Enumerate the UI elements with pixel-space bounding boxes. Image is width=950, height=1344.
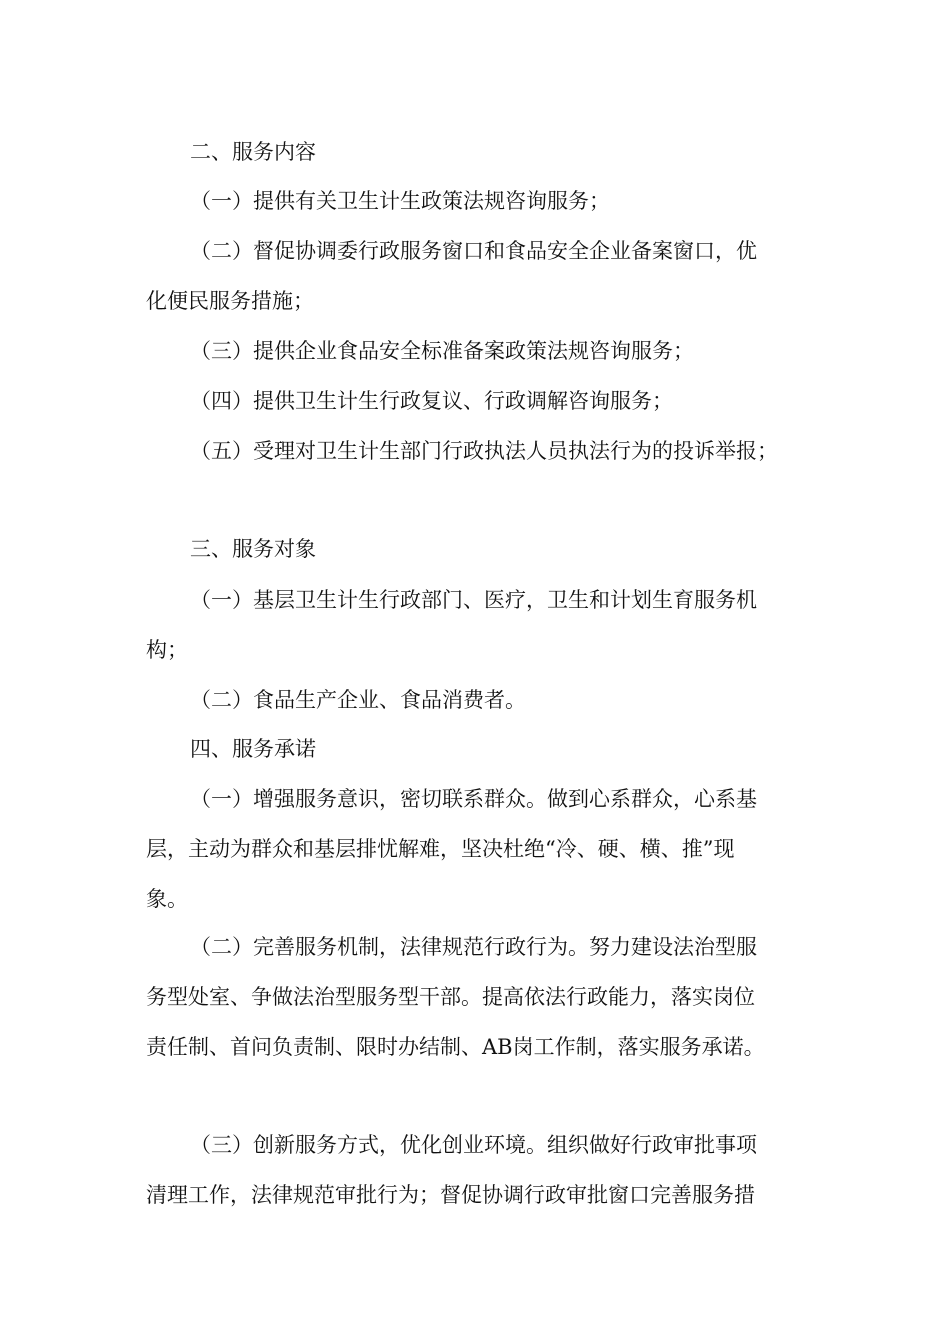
- paragraph-line: 化便民服务措施；: [146, 289, 314, 313]
- section-heading: 二、服务内容: [190, 140, 316, 164]
- paragraph-line: （二）食品生产企业、食品消费者。: [190, 688, 526, 712]
- paragraph-line: （三）创新服务方式，优化创业环境。组织做好行政审批事项: [190, 1133, 757, 1157]
- paragraph-line: （一）增强服务意识，密切联系群众。做到心系群众，心系基: [190, 787, 757, 811]
- paragraph-line: 构；: [146, 638, 188, 662]
- section-heading: 四、服务承诺: [190, 737, 316, 761]
- paragraph-line: 层，主动为群众和基层排忧解难，坚决杜绝“冷、硬、横、推”现: [146, 837, 735, 861]
- paragraph-line: 务型处室、争做法治型服务型干部。提高依法行政能力，落实岗位: [146, 985, 755, 1009]
- paragraph-line: （三）提供企业食品安全标准备案政策法规咨询服务；: [190, 339, 694, 363]
- paragraph-line: 清理工作，法律规范审批行为；督促协调行政审批窗口完善服务措: [146, 1183, 755, 1207]
- paragraph-line: （一）提供有关卫生计生政策法规咨询服务；: [190, 189, 610, 213]
- paragraph-line: （二）完善服务机制，法律规范行政行为。努力建设法治型服: [190, 935, 757, 959]
- paragraph-line: （一）基层卫生计生行政部门、医疗，卫生和计划生育服务机: [190, 588, 757, 612]
- paragraph-line: 象。: [146, 887, 188, 911]
- paragraph-line: （四）提供卫生计生行政复议、行政调解咨询服务；: [190, 389, 673, 413]
- paragraph-line: （二）督促协调委行政服务窗口和食品安全企业备案窗口，优: [190, 239, 757, 263]
- section-heading: 三、服务对象: [190, 537, 316, 561]
- paragraph-line: 责任制、首问负责制、限时办结制、AB岗工作制，落实服务承诺。: [146, 1035, 765, 1059]
- paragraph-line: （五）受理对卫生计生部门行政执法人员执法行为的投诉举报；: [190, 439, 778, 463]
